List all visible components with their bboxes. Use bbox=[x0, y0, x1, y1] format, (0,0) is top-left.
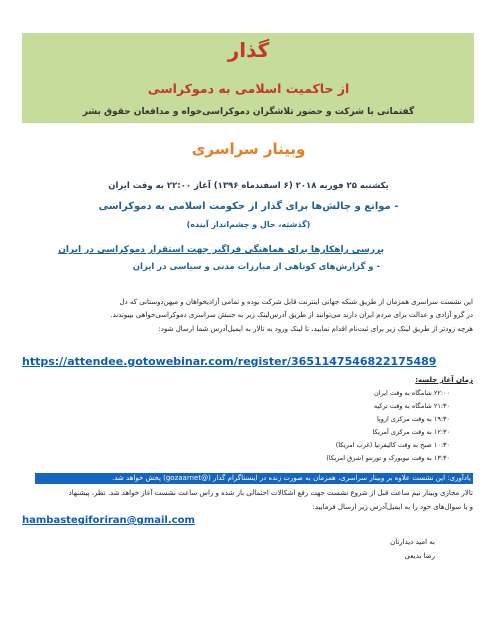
registration-link[interactable]: https://attendee.gotowebinar.com/register/3651147546822175489 bbox=[22, 355, 437, 368]
contact-email-link[interactable]: hambastegiforiran@gmail.com bbox=[22, 515, 195, 526]
flyer-title: گذار bbox=[227, 38, 270, 62]
topic-1-subtitle: (گذشته، حال و چشم‌انداز آینده) bbox=[186, 220, 311, 229]
topic-1: - موانع و چالش‌ها برای گذار از حکومت اسلامی به دموکراسی bbox=[98, 201, 399, 212]
topic-3: - و گزارش‌های کوتاهی از مبارزات مدنی و سیاسی در ایران bbox=[132, 262, 380, 272]
schedule-item: ۱۲:۳۰ به وقت مرکزی آمریکا bbox=[372, 428, 450, 436]
flyer-description: گفتمانی با شرکت و حضور تلاشگران دموکراسی‌خواه و مدافعان حقوق بشر bbox=[82, 107, 415, 117]
body-paragraph-line: در گرو آزادی و عدالت برای مردم ایران دارند می‌توانند از طریق آدرس‌لینک زیر به جنبش سراسری دموکراسی‌خواهی بپیوندند. bbox=[110, 311, 473, 319]
signature-name: رضا بدیعی bbox=[404, 552, 435, 560]
notes-line: و یا سوال‌های خود را به ایمیل‌آدرس زیر ارسال فرمایید: bbox=[312, 503, 473, 511]
schedule-item: ۲۲:۰۰ شامگاه به وقت ایران bbox=[373, 389, 450, 397]
schedule-item: ۱۹:۳۰ به وقت مرکزی اروپا bbox=[376, 415, 450, 423]
schedule-item: ۲۱:۳۰ شامگاه به وقت ترکیه bbox=[373, 402, 450, 410]
event-date: یکشنبه ۲۵ فوریه ۲۰۱۸ (۶ اسفندماه ۱۳۹۶) آغاز ۲۲:۰۰ به وقت ایران bbox=[108, 181, 389, 191]
flyer-subtitle: از حاکمیت اسلامی به دموکراسی bbox=[147, 81, 350, 96]
body-paragraph-line: این نشست سراسری همزمان از طریق شبکه جهانی اینترنت قابل شرکت بوده و تمامی آزادیخواهان و میهن‌دوستانی که دل bbox=[119, 298, 473, 306]
schedule-item: ۱۳:۳۰ به وقت نیویورک و تورنتو (شرق امریکا) bbox=[326, 454, 450, 462]
schedule-item: ۱۰:۳۰ صبح به وقت کالیفرنیا (غرب امریکا) bbox=[335, 441, 450, 449]
notes-line: تالار مجازی وبینار نیم ساعت قبل از شروع نشست جهت رفع اشکالات احتمالی باز شده و راس ساعت نشست آغاز خواهد شد. نظر، پیشنهاد bbox=[68, 489, 473, 497]
closing-line: به امید دیدارتان bbox=[390, 538, 435, 546]
webinar-heading: وبینار سراسری bbox=[191, 140, 306, 158]
body-paragraph-line: هرچه زودتر از طریق لینک زیر برای ثبت‌نام اقدام نمایید، تا لینک ورود به تالار به ایمیل‌آدرس شما ارسال شود: bbox=[158, 325, 473, 333]
instagram-note: یادآوری: این نشست علاوه بر وبینار سراسری، همزمان به صورت زنده در اینستاگرام گذار (@gozaarnet) پخش خواهد شد. bbox=[112, 474, 471, 482]
schedule-title: زمان آغاز جلسه: bbox=[415, 376, 473, 384]
topic-2: بررسی راهکارها برای هماهنگی فراگیر جهت استقرار دموکراسی در ایران bbox=[58, 245, 384, 255]
